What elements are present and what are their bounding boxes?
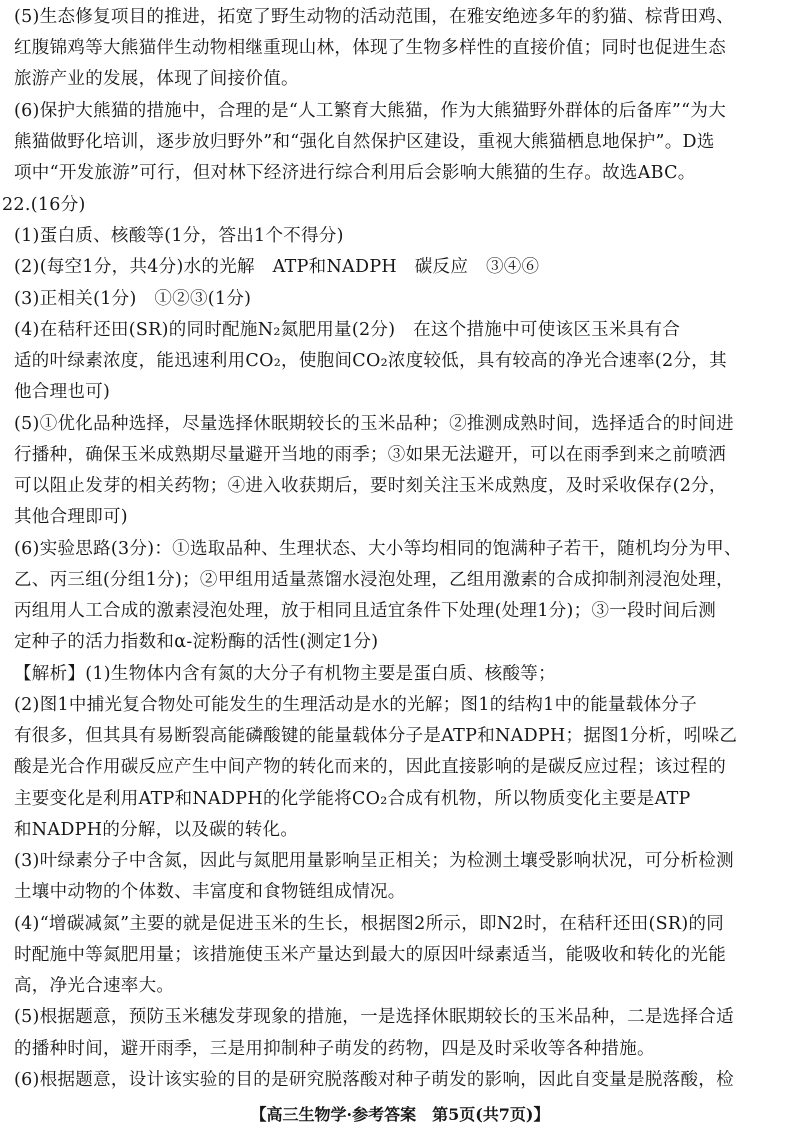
text-line: (5)生态修复项目的推进，拓宽了野生动物的活动范围，在雅安绝迹多年的豹猫、棕背田鸡、 [14, 7, 734, 27]
text-line: (4)在秸秆还田(SR)的同时配施N₂氮肥用量(2分) 在这个措施中可使该区玉米具有合 [14, 320, 681, 340]
text-line: 可以阻止发芽的相关药物；④进入收获期后，要时刻关注玉米成熟度，及时采收保存(2分， [14, 476, 727, 496]
text-line: 定种子的活力指数和α-淀粉酶的活性(测定1分) [14, 632, 379, 652]
text-line: (2)图1中捕光复合物处可能发生的生理活动是水的光解；图1的结构1中的能量载体分子 [14, 695, 697, 715]
text-line: 行播种，确保玉米成熟期尽量避开当地的雨季；③如果无法避开，可以在雨季到来之前喷洒 [14, 445, 726, 465]
text-line: 高，净光合速率大。 [14, 976, 175, 996]
text-line: 熊猫做野化培训，逐步放归野外”和“强化自然保护区建设，重视大熊猫栖息地保护”。D选 [14, 132, 715, 152]
text-line: (5)①优化品种选择，尽量选择休眠期较长的玉米品种；②推测成熟时间，选择适合的时间进 [14, 414, 734, 434]
text-line: (4)“增碳减氮”主要的就是促进玉米的生长，根据图2所示，即N2时，在秸秆还田(SR)的同 [14, 914, 725, 934]
analysis-line: 【解析】(1)生物体内含有氮的大分子有机物主要是蛋白质、核酸等； [14, 664, 556, 684]
text-line: 酸是光合作用碳反应产生中间产物的转化而来的，因此直接影响的是碳反应过程；该过程的 [14, 757, 726, 777]
text-line: (2)(每空1分，共4分)水的光解 ATP和NADPH 碳反应 ③④⑥ [14, 257, 540, 277]
text-line: 红腹锦鸡等大熊猫伴生动物相继重现山林，体现了生物多样性的直接价值；同时也促进生态 [14, 38, 726, 58]
text-line: 有很多，但其具有易断裂高能磷酸键的能量载体分子是ATP和NADPH；据图1分析，吲哚乙 [14, 726, 738, 746]
text-line: 主要变化是利用ATP和NADPH的化学能将CO₂合成有机物，所以物质变化主要是ATP [14, 789, 691, 809]
text-line: 项中“开发旅游”可行，但对林下经济进行综合利用后会影响大熊猫的生存。故选ABC。 [14, 163, 696, 183]
text-line: 土壤中动物的个体数、丰富度和食物链组成情况。 [14, 882, 406, 902]
text-line: 的播种时间，避开雨季，三是用抑制种子萌发的药物，四是及时采收等各种措施。 [14, 1039, 655, 1059]
text-line: (1)蛋白质、核酸等(1分，答出1个不得分) [14, 226, 344, 246]
text-line: 乙、丙三组(分组1分)；②甲组用适量蒸馏水浸泡处理，乙组用激素的合成抑制剂浸泡处理， [14, 570, 734, 590]
text-line: 他合理也可) [14, 382, 111, 402]
text-line: (3)正相关(1分) ①②③(1分) [14, 289, 252, 309]
question-number: 22.(16分) [2, 195, 86, 215]
text-line: (6)实验思路(3分)：①选取品种、生理状态、大小等均相同的饱满种子若干，随机均分为甲、 [14, 539, 742, 559]
text-line: 和NADPH的分解，以及碳的转化。 [14, 820, 299, 840]
text-line: (3)叶绿素分子中含氮，因此与氮肥用量影响呈正相关；为检测土壤受影响状况，可分析检测 [14, 851, 734, 871]
text-line: (5)根据题意，预防玉米穗发芽现象的措施，一是选择休眠期较长的玉米品种，二是选择合适 [14, 1007, 734, 1027]
text-line: 其他合理即可) [14, 507, 128, 527]
text-line: 旅游产业的发展，体现了间接价值。 [14, 69, 299, 89]
page-footer: 【高三生物学·参考答案 第5页(共7页)】 [250, 1105, 550, 1124]
text-line: (6)根据题意，设计该实验的目的是研究脱落酸对种子萌发的影响，因此自变量是脱落酸，检 [14, 1070, 734, 1090]
text-line: 时配施中等氮肥用量；该措施使玉米产量达到最大的原因叶绿素适当，能吸收和转化的光能 [14, 945, 726, 965]
text-line: 丙组用人工合成的激素浸泡处理，放于相同且适宜条件下处理(处理1分)；③一段时间后测 [14, 601, 717, 621]
text-line: 适的叶绿素浓度，能迅速利用CO₂，使胞间CO₂浓度较低，具有较高的净光合速率(2分，其 [14, 351, 727, 371]
text-line: (6)保护大熊猫的措施中，合理的是“人工繁育大熊猫，作为大熊猫野外群体的后备库”“为大 [14, 101, 727, 121]
